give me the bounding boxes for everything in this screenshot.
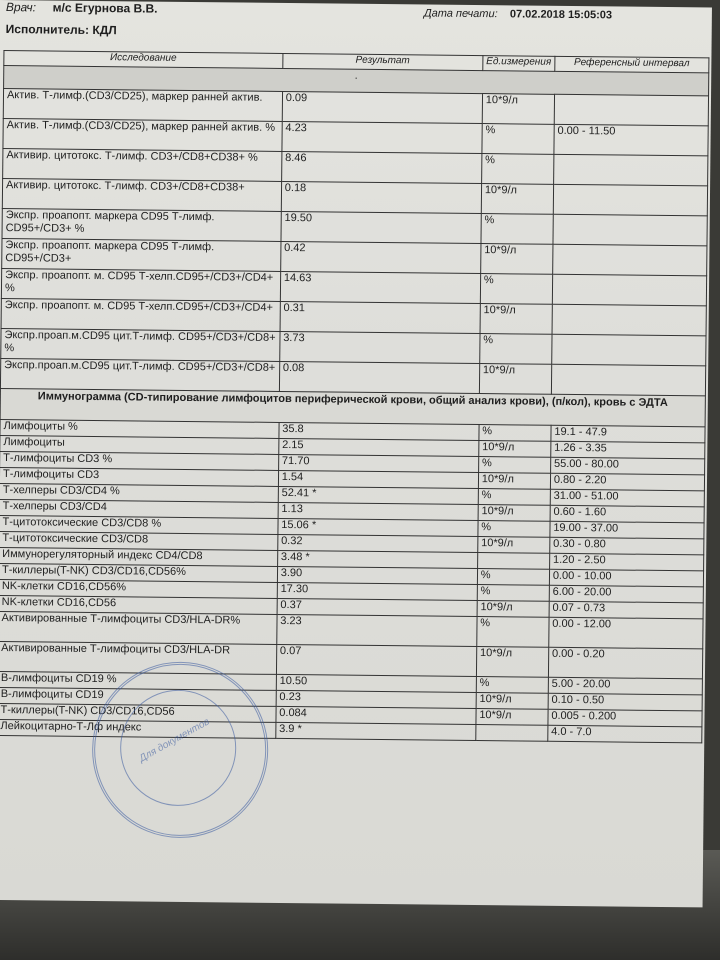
result-cell: 15.06 *	[278, 518, 478, 536]
unit-cell: %	[477, 569, 549, 586]
test-name-cell: Экспр.проап.м.CD95 цит.Т-лимф. CD95+/CD3+/CD8+	[0, 359, 279, 392]
ref-cell	[553, 184, 707, 216]
result-cell: 1.54	[278, 470, 478, 488]
result-cell: 3.9 *	[276, 722, 476, 740]
unit-cell: 10*9/л	[478, 505, 550, 522]
unit-cell: %	[479, 425, 551, 442]
result-cell: 71.70	[278, 454, 478, 472]
result-cell: 2.15	[279, 438, 479, 456]
blank-cell: .	[4, 66, 709, 96]
print-date-line	[424, 7, 612, 21]
result-cell: 0.23	[276, 690, 476, 708]
unit-cell: %	[477, 585, 549, 602]
ref-cell: 5.00 - 20.00	[548, 677, 702, 695]
doctor-line	[6, 0, 158, 16]
ref-cell	[552, 334, 706, 366]
results-table	[0, 50, 709, 743]
ref-cell	[554, 94, 708, 126]
print-date-value: 07.02.2018 15:05:03	[509, 8, 613, 22]
result-cell: 0.09	[282, 91, 482, 123]
result-cell: 10.50	[276, 674, 476, 692]
test-name-cell: Т-цитотоксические CD3/CD8 %	[0, 516, 278, 535]
result-cell: 0.42	[280, 241, 480, 273]
result-cell: 3.90	[277, 566, 477, 584]
test-name-cell: Экспр. проапопт. м. CD95 Т-хелп.CD95+/CD3+/CD4+ %	[1, 269, 280, 302]
test-name-cell: NK-клетки CD16,CD56%	[0, 580, 277, 599]
ref-cell: 0.10 - 0.50	[548, 693, 702, 711]
ref-cell	[553, 154, 707, 186]
test-name-cell: Т-лимфоциты CD3	[0, 468, 278, 487]
test-name-cell: Т-цитотоксические CD3/CD8	[0, 532, 278, 551]
unit-cell: 10*9/л	[480, 244, 552, 275]
executor-value: КДЛ	[92, 22, 117, 38]
ref-cell: 0.00 - 10.00	[549, 569, 703, 587]
test-name-cell: Активированные Т-лимфоциты CD3/HLA-DR%	[0, 612, 277, 645]
result-cell: 3.73	[279, 331, 479, 363]
result-cell: 14.63	[280, 271, 480, 303]
ref-cell: 0.80 - 2.20	[550, 473, 704, 491]
test-name-cell: Экспр. проапопт. маркера CD95 Т-лимф. CD95+/CD3+	[2, 239, 281, 272]
col-header-unit: Ед.измерения	[483, 56, 555, 72]
test-name-cell: Лимфоциты	[0, 436, 279, 455]
ref-cell: 19.00 - 37.00	[550, 521, 704, 539]
result-cell: 1.13	[278, 502, 478, 520]
unit-cell: %	[478, 457, 550, 474]
stamp-caption: Для документов	[137, 716, 212, 765]
section-heading: Иммунограмма (CD-типирование лимфоцитов периферической крови, общий анализ крови), (п/кол), кровь с ЭДТА	[0, 389, 705, 427]
test-name-cell: Т-киллеры(T-NK) CD3/CD16,CD56%	[0, 564, 277, 583]
result-cell: 8.46	[281, 151, 481, 183]
test-name-cell: Т-киллеры(T-NK) CD3/CD16,CD56	[0, 704, 276, 723]
unit-cell: 10*9/л	[479, 364, 551, 395]
test-name-cell: Актив. Т-лимф.(CD3/CD25), маркер ранней актив. %	[3, 119, 282, 152]
result-cell: 52.41 *	[278, 486, 478, 504]
col-header-result: Результат	[283, 53, 483, 70]
ref-cell: 0.07 - 0.73	[549, 601, 703, 619]
unit-cell: %	[476, 677, 548, 694]
unit-cell: %	[477, 617, 549, 648]
ref-cell: 0.00 - 11.50	[554, 124, 708, 156]
ref-cell: 0.30 - 0.80	[550, 537, 704, 555]
unit-cell: %	[480, 334, 552, 365]
result-cell: 0.18	[281, 181, 481, 213]
test-name-cell: В-лимфоциты CD19	[0, 688, 276, 707]
unit-cell: 10*9/л	[478, 473, 550, 490]
test-name-cell: Экспр.проап.м.CD95 цит.Т-лимф. CD95+/CD3+/CD8+ %	[1, 329, 280, 362]
ref-cell: 0.00 - 12.00	[549, 617, 703, 649]
unit-cell: %	[478, 521, 550, 538]
result-cell: 0.31	[280, 301, 480, 333]
ref-cell: 55.00 - 80.00	[550, 457, 704, 475]
ref-cell	[551, 364, 705, 396]
unit-cell: 10*9/л	[477, 601, 549, 618]
ref-cell	[553, 244, 707, 276]
test-name-cell: Т-хелперы CD3/CD4	[0, 500, 278, 519]
test-name-cell: Лейкоцитарно-Т-Лф индекс	[0, 720, 276, 739]
col-header-test: Исследование	[4, 51, 283, 69]
unit-cell: 10*9/л	[478, 537, 550, 554]
result-cell: 0.07	[276, 644, 476, 676]
ref-cell: 1.26 - 3.35	[551, 441, 705, 459]
unit-cell: 10*9/л	[476, 647, 548, 678]
unit-cell	[477, 553, 549, 570]
result-cell: 19.50	[281, 211, 481, 243]
ref-cell	[552, 304, 706, 336]
test-name-cell: Активир. цитотокс. Т-лимф. CD3+/CD8+CD38+ %	[3, 149, 282, 182]
result-cell: 17.30	[277, 582, 477, 600]
ref-cell: 4.0 - 7.0	[548, 725, 702, 743]
unit-cell: 10*9/л	[482, 94, 554, 125]
ref-cell: 19.1 - 47.9	[551, 425, 705, 443]
ref-cell	[553, 214, 707, 246]
unit-cell: 10*9/л	[476, 693, 548, 710]
test-name-cell: NK-клетки CD16,CD56	[0, 596, 277, 615]
test-name-cell: Иммунорегуляторный индекс CD4/CD8	[0, 548, 278, 567]
unit-cell: %	[481, 214, 553, 245]
result-cell: 0.32	[278, 534, 478, 552]
executor-label: Исполнитель:	[5, 22, 90, 37]
test-name-cell: Активированные Т-лимфоциты CD3/HLA-DR	[0, 642, 277, 675]
unit-cell: %	[478, 489, 550, 506]
ref-cell: 0.00 - 0.20	[548, 647, 702, 679]
test-name-cell: Т-лимфоциты CD3 %	[0, 452, 279, 471]
test-name-cell: Экспр. проапопт. маркера CD95 Т-лимф. CD95+/CD3+ %	[2, 209, 281, 242]
col-header-ref: Референсный интервал	[555, 56, 709, 73]
doctor-label: Врач:	[5, 0, 37, 15]
unit-cell: %	[482, 124, 554, 155]
executor-line	[6, 22, 117, 37]
unit-cell	[476, 725, 548, 742]
print-date-label: Дата печати:	[423, 7, 498, 21]
ref-cell: 0.005 - 0.200	[548, 709, 702, 727]
unit-cell: %	[481, 154, 553, 185]
doctor-value: м/с Егурнова В.В.	[52, 0, 158, 16]
test-name-cell: В-лимфоциты CD19 %	[0, 672, 276, 691]
unit-cell: 10*9/л	[481, 184, 553, 215]
ref-cell: 6.00 - 20.00	[549, 585, 703, 603]
result-cell: 3.23	[277, 614, 477, 646]
unit-cell: 10*9/л	[476, 709, 548, 726]
unit-cell: 10*9/л	[480, 304, 552, 335]
result-cell: 4.23	[282, 121, 482, 153]
unit-cell: %	[480, 274, 552, 305]
ref-cell: 1.20 - 2.50	[549, 553, 703, 571]
result-cell: 0.08	[279, 361, 479, 393]
test-name-cell: Экспр. проапопт. м. CD95 Т-хелп.CD95+/CD3+/CD4+	[1, 299, 280, 332]
ref-cell: 0.60 - 1.60	[550, 505, 704, 523]
ref-cell	[552, 274, 706, 306]
test-name-cell: Активир. цитотокс. Т-лимф. CD3+/CD8+CD38+	[2, 179, 281, 212]
test-name-cell: Актив. Т-лимф.(CD3/CD25), маркер ранней актив.	[3, 89, 282, 122]
unit-cell: 10*9/л	[479, 441, 551, 458]
test-name-cell: Лимфоциты %	[0, 420, 279, 439]
test-name-cell: Т-хелперы CD3/CD4 %	[0, 484, 278, 503]
ref-cell: 31.00 - 51.00	[550, 489, 704, 507]
result-cell: 35.8	[279, 422, 479, 440]
result-cell: 3.48 *	[277, 550, 477, 568]
result-cell: 0.37	[277, 598, 477, 616]
result-cell: 0.084	[276, 706, 476, 724]
